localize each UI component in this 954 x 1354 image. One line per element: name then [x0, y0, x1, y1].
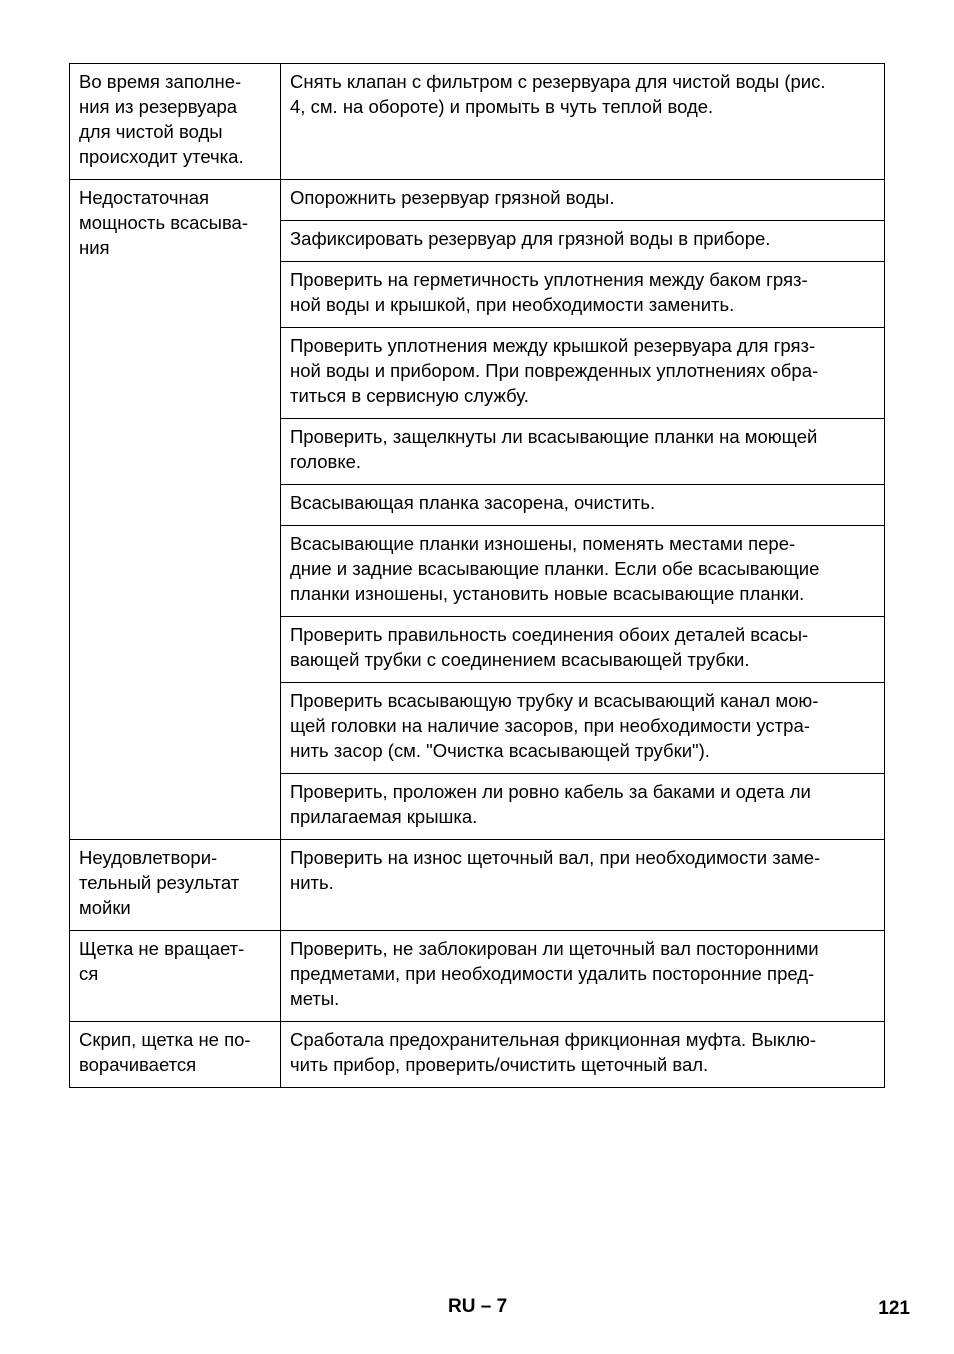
remedy-cell: Проверить, не заблокирован ли щеточный вал посторонними предметами, при необходимости удалить посторонние пред- меты.	[281, 931, 885, 1022]
remedy-cell: Проверить на герметичность уплотнения между баком гряз- ной воды и крышкой, при необходимости заменить.	[281, 262, 885, 328]
table-row	[70, 840, 885, 931]
table-row	[70, 64, 885, 180]
footer-language-page-label: RU – 7	[448, 1296, 508, 1317]
fault-cell: Щетка не вращает- ся	[70, 931, 281, 1022]
remedy-cell: Проверить, защелкнуты ли всасывающие планки на моющей головке.	[281, 419, 885, 485]
remedy-cell: Всасывающая планка засорена, очистить.	[281, 485, 885, 526]
table-row	[70, 180, 885, 221]
table-row	[70, 1022, 885, 1088]
remedy-cell: Зафиксировать резервуар для грязной воды в приборе.	[281, 221, 885, 262]
fault-cell: Неудовлетвори- тельный результат мойки	[70, 840, 281, 931]
remedy-cell: Проверить уплотнения между крышкой резервуара для гряз- ной воды и прибором. При поврежденных уплотнениях обра- титься в сервисную службу.	[281, 328, 885, 419]
troubleshooting-table	[69, 63, 885, 1088]
remedy-cell: Проверить правильность соединения обоих деталей всасы- вающей трубки с соединением всасывающей трубки.	[281, 617, 885, 683]
remedy-cell: Опорожнить резервуар грязной воды.	[281, 180, 885, 221]
remedy-cell: Сработала предохранительная фрикционная муфта. Выклю- чить прибор, проверить/очистить щеточный вал.	[281, 1022, 885, 1088]
fault-cell: Скрип, щетка не по- ворачивается	[70, 1022, 281, 1088]
page-number: 121	[878, 1298, 910, 1319]
fault-cell: Во время заполне- ния из резервуара для чистой воды происходит утечка.	[70, 64, 281, 180]
remedy-cell: Проверить всасывающую трубку и всасывающий канал мою- щей головки на наличие засоров, при необходимости устра- нить засор (см. "Очистка всасывающей трубки").	[281, 683, 885, 774]
fault-cell: Недостаточная мощность всасыва- ния	[70, 180, 281, 840]
remedy-cell: Снять клапан с фильтром с резервуара для чистой воды (рис. 4, см. на обороте) и промыть в чуть теплой воде.	[281, 64, 885, 180]
table-row	[70, 931, 885, 1022]
remedy-cell: Всасывающие планки изношены, поменять местами пере- дние и задние всасывающие планки. Если обе всасывающие планки изношены, установить новые всасывающие планки.	[281, 526, 885, 617]
remedy-cell: Проверить, проложен ли ровно кабель за баками и одета ли прилагаемая крышка.	[281, 774, 885, 840]
remedy-cell: Проверить на износ щеточный вал, при необходимости заме- нить.	[281, 840, 885, 931]
